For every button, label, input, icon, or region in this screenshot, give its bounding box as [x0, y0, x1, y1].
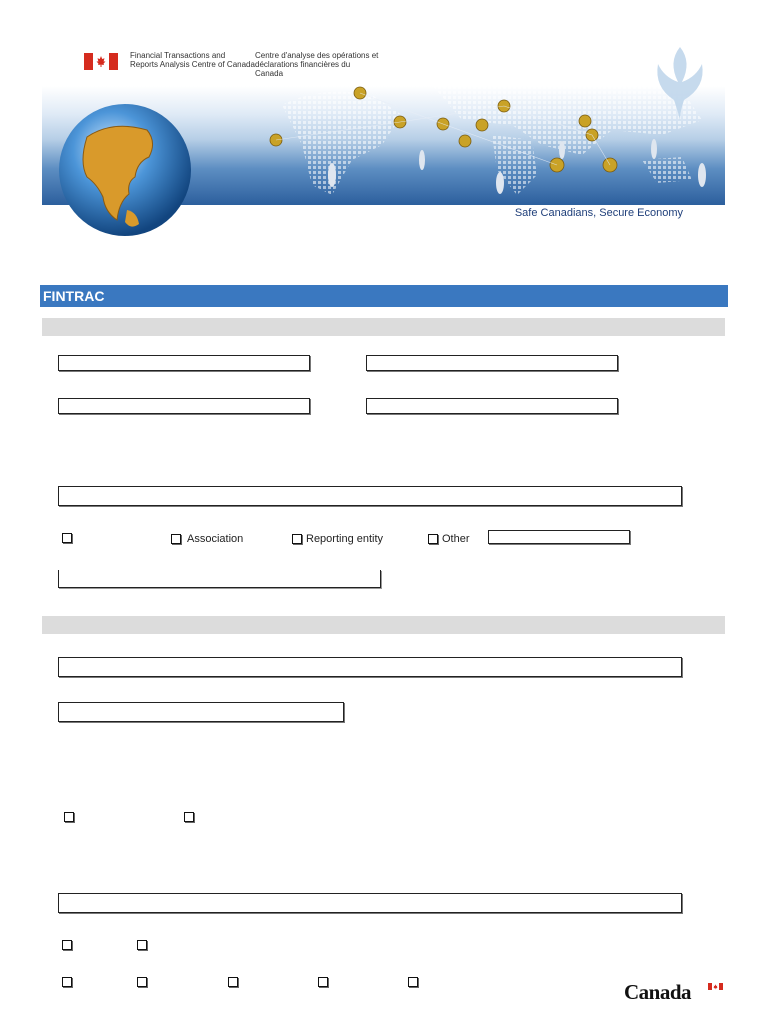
checkbox-label: Reporting entity [306, 533, 384, 545]
checkbox-box[interactable] [137, 940, 147, 950]
text-field-9[interactable] [58, 893, 682, 913]
banner-tagline: Safe Canadians, Secure Economy [514, 207, 683, 219]
checkbox-option-1[interactable] [62, 533, 78, 543]
checkbox-box[interactable] [228, 977, 238, 987]
form-title-bar [40, 285, 728, 307]
text-field-5[interactable] [58, 486, 682, 506]
text-field-1[interactable] [58, 355, 310, 371]
canada-wordmark-flag-icon [708, 983, 723, 990]
checkbox-option-6[interactable] [184, 812, 194, 822]
checkbox-box[interactable] [292, 534, 302, 544]
checkbox-box[interactable] [62, 977, 72, 987]
checkbox-label: Association [187, 533, 244, 545]
checkbox-box[interactable] [137, 977, 147, 987]
checkbox-other[interactable] [428, 533, 470, 545]
checkbox-option-12[interactable] [318, 977, 328, 987]
checkbox-box[interactable] [428, 534, 438, 544]
checkbox-box[interactable] [184, 812, 194, 822]
text-field-4[interactable] [366, 398, 618, 414]
text-field-2[interactable] [366, 355, 618, 371]
checkbox-box[interactable] [318, 977, 328, 987]
checkbox-option-8[interactable] [137, 940, 147, 950]
checkbox-association[interactable] [171, 533, 243, 545]
text-field-3[interactable] [58, 398, 310, 414]
text-field-6[interactable] [58, 570, 381, 588]
header-banner [42, 40, 725, 222]
checkbox-option-11[interactable] [228, 977, 238, 987]
checkbox-option-5[interactable] [64, 812, 74, 822]
checkbox-box[interactable] [62, 533, 72, 543]
checkbox-option-7[interactable] [62, 940, 72, 950]
text-field-7[interactable] [58, 657, 682, 677]
checkbox-label: Other [442, 533, 470, 545]
fintrac-logo-icon [650, 42, 710, 122]
checkbox-option-9[interactable] [62, 977, 72, 987]
globe-icon [57, 102, 193, 238]
checkbox-box[interactable] [408, 977, 418, 987]
checkbox-option-10[interactable] [137, 977, 147, 987]
other-specify-field[interactable] [488, 530, 630, 544]
agency-name-french: Centre d'analyse des opérations et déclarations financières du Canada [255, 51, 379, 78]
form-title: FINTRAC [43, 288, 105, 304]
checkbox-option-13[interactable] [408, 977, 418, 987]
agency-name-english: Financial Transactions and Reports Analysis Centre of Canada [130, 51, 255, 69]
canada-flag-icon [84, 53, 118, 70]
checkbox-box[interactable] [64, 812, 74, 822]
section-bar-2 [42, 616, 725, 634]
checkbox-box[interactable] [171, 534, 181, 544]
canada-wordmark: Canada [624, 980, 692, 1004]
checkbox-box[interactable] [62, 940, 72, 950]
text-field-8[interactable] [58, 702, 344, 722]
section-bar-1 [42, 318, 725, 336]
checkbox-reporting-entity[interactable] [292, 533, 383, 545]
